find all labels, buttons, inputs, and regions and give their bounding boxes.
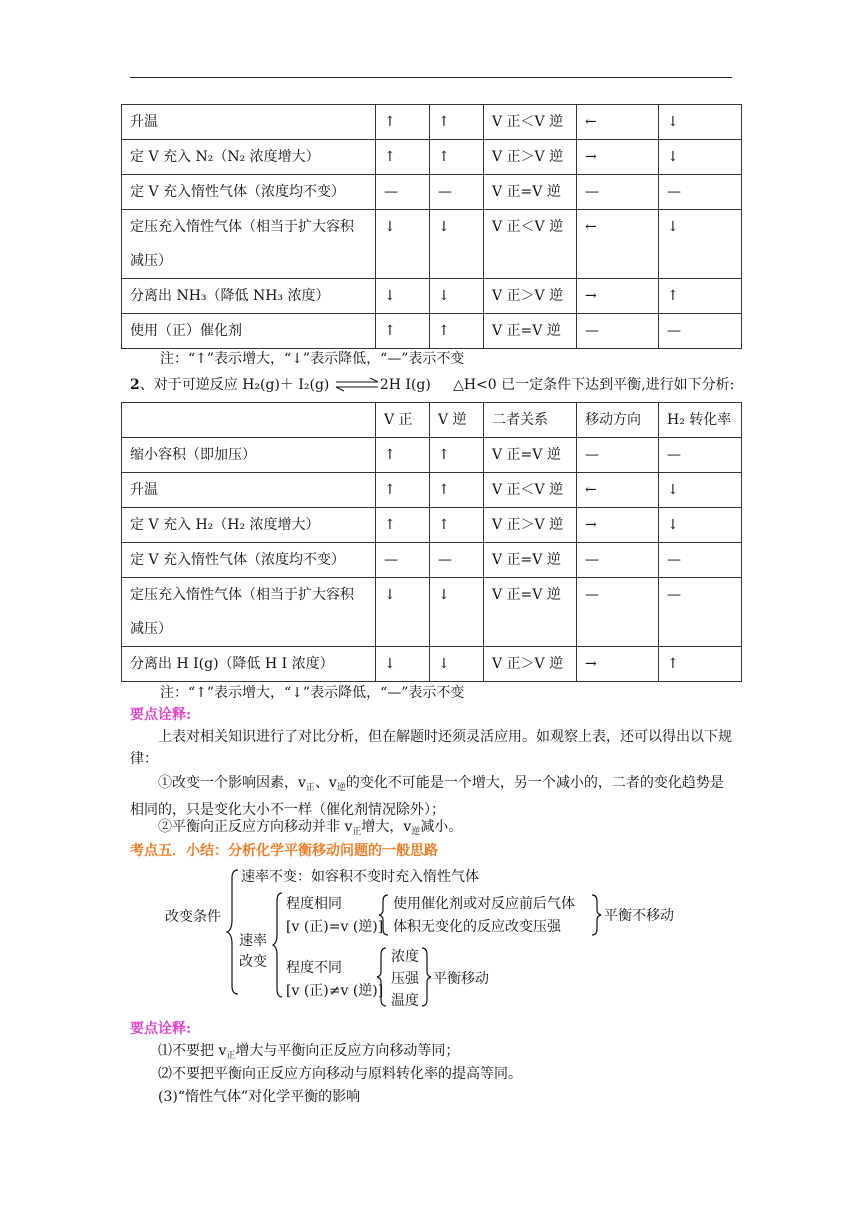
- diff-equation: [v (正)≠v (逆)]: [286, 983, 384, 999]
- cell-shift-direction: —: [577, 175, 659, 210]
- table1-note: 注：“↑”表示增大，“↓”表示降低，“—”表示不变: [160, 351, 465, 367]
- cell-conversion: ↓: [659, 210, 742, 279]
- header-cell-shift-direction: 移动方向: [577, 403, 659, 438]
- cell-shift-direction: —: [577, 543, 659, 578]
- cell-conversion: ↑: [659, 279, 742, 314]
- same-equation: [v (正)=v (逆)]: [286, 919, 384, 935]
- cell-v-forward: ↑: [376, 140, 430, 175]
- cell-condition: 定 V 充入 N₂（N₂ 浓度增大）: [122, 140, 376, 175]
- cell-v-forward: ↑: [376, 508, 430, 543]
- header-rule: [130, 77, 732, 78]
- cell-condition: 分离出 H I(g)（降低 H I 浓度）: [122, 647, 376, 682]
- cell-v-reverse: ↑: [430, 140, 484, 175]
- table-hi-analysis: [121, 402, 742, 682]
- table-header-row: [122, 403, 742, 438]
- cell-conversion: ↓: [659, 140, 742, 175]
- cell-relation: V 正＞V 逆: [484, 140, 577, 175]
- cell-v-reverse: ↑: [430, 438, 484, 473]
- keypoint-item-2: ②平衡向正反应方向移动并非 $v_正$增大，$v_逆$减小。: [158, 819, 463, 837]
- diff-result: 平衡移动: [433, 971, 489, 987]
- cell-v-reverse: ↑: [430, 473, 484, 508]
- cell-conversion: ↓: [659, 508, 742, 543]
- keypoints-heading-1: 要点诠释:: [130, 707, 192, 723]
- diff-result-brace-icon: [420, 946, 432, 1008]
- table-row: [122, 647, 742, 682]
- header-cell-relation: 二者关系: [484, 403, 577, 438]
- cell-shift-direction: ←: [577, 473, 659, 508]
- table-nh3-analysis: [121, 104, 742, 349]
- cell-relation: V 正＞V 逆: [484, 508, 577, 543]
- cell-conversion: —: [659, 175, 742, 210]
- table-row: [122, 140, 742, 175]
- table-row: [122, 314, 742, 349]
- cell-v-reverse: —: [430, 175, 484, 210]
- cell-v-forward: —: [376, 175, 430, 210]
- rate-brace-icon: [272, 891, 284, 999]
- same-case-1: 使用催化剂或对反应前后气体: [393, 896, 575, 912]
- cell-relation: V 正＜V 逆: [484, 105, 577, 140]
- cell-relation: V 正=V 逆: [484, 578, 577, 647]
- cell-v-forward: —: [376, 543, 430, 578]
- keypoints-heading-2: 要点诠释:: [130, 1021, 192, 1037]
- cell-v-reverse: ↑: [430, 105, 484, 140]
- cell-condition: 分离出 NH₃（降低 NH₃ 浓度）: [122, 279, 376, 314]
- cell-shift-direction: —: [577, 578, 659, 647]
- section-5-heading: 考点五．小结：分析化学平衡移动问题的一般思路: [130, 843, 438, 859]
- cell-relation: V 正=V 逆: [484, 543, 577, 578]
- cell-conversion: —: [659, 543, 742, 578]
- table-row: [122, 578, 742, 647]
- header-cell-conversion: H₂ 转化率: [659, 403, 742, 438]
- cell-shift-direction: ←: [577, 105, 659, 140]
- same-result-brace-icon: [590, 893, 602, 937]
- cell-shift-direction: →: [577, 647, 659, 682]
- cell-condition: 升温: [122, 473, 376, 508]
- question-tail: △H<0 已一定条件下达到平衡,进行如下分析:: [453, 377, 735, 393]
- cell-relation: V 正＜V 逆: [484, 210, 577, 279]
- cell-relation: V 正=V 逆: [484, 175, 577, 210]
- cell-v-reverse: ↑: [430, 508, 484, 543]
- cell-v-forward: ↑: [376, 438, 430, 473]
- keypoint-item-1: ①改变一个影响因素，$v_正$、$v_逆$的变化不可能是一个增大，另一个减小的，二者的变化趋势是相同的，只是变化大小不一样（催化剂情况除外）；: [130, 775, 724, 818]
- cell-v-forward: ↓: [376, 279, 430, 314]
- cell-relation: V 正＜V 逆: [484, 473, 577, 508]
- rate-changed-1: 速率: [239, 933, 267, 949]
- same-brace-icon: [378, 893, 390, 937]
- cell-condition: 定 V 充入惰性气体（浓度均不变）: [122, 175, 376, 210]
- cell-shift-direction: —: [577, 438, 659, 473]
- cell-v-forward: ↓: [376, 578, 430, 647]
- diff-brace-icon: [376, 946, 388, 1008]
- cell-v-reverse: ↓: [430, 647, 484, 682]
- question-2: [130, 374, 770, 396]
- cell-v-reverse: ↑: [430, 314, 484, 349]
- question-product: 2H I(g): [379, 377, 431, 393]
- cell-v-forward: ↓: [376, 647, 430, 682]
- cell-v-forward: ↓: [376, 210, 430, 279]
- cell-v-forward: ↑: [376, 105, 430, 140]
- diff-degree: 程度不同: [286, 960, 342, 976]
- cell-conversion: ↓: [659, 473, 742, 508]
- cell-shift-direction: →: [577, 140, 659, 175]
- header-cell-v-forward: V 正: [376, 403, 430, 438]
- keypoint2-item-1: ⑴不要把 $v_正$增大与平衡向正反应方向移动等同；: [158, 1043, 460, 1061]
- table-row: [122, 210, 742, 279]
- diagram-root: 改变条件: [165, 909, 221, 925]
- same-result: 平衡不移动: [604, 908, 674, 924]
- cell-relation: V 正＞V 逆: [484, 647, 577, 682]
- cell-relation: V 正＞V 逆: [484, 279, 577, 314]
- diff-case-1: 浓度: [391, 949, 419, 965]
- cell-v-reverse: ↓: [430, 210, 484, 279]
- diff-case-3: 温度: [391, 993, 419, 1009]
- cell-shift-direction: →: [577, 508, 659, 543]
- table-row: [122, 473, 742, 508]
- cell-v-reverse: ↓: [430, 578, 484, 647]
- keypoint2-item-3: (3)“惰性气体”对化学平衡的影响: [158, 1089, 361, 1105]
- cell-conversion: —: [659, 314, 742, 349]
- cell-v-forward: ↑: [376, 314, 430, 349]
- cell-shift-direction: —: [577, 314, 659, 349]
- cell-conversion: —: [659, 578, 742, 647]
- cell-condition: 定压充入惰性气体（相当于扩大容积减压）: [122, 578, 376, 647]
- keypoints-intro: 上表对相关知识进行了对比分析，但在解题时还须灵活应用。如观察上表，还可以得出以下规律：: [130, 729, 732, 767]
- cell-relation: V 正=V 逆: [484, 438, 577, 473]
- keypoint2-item-2: ⑵不要把平衡向正反应方向移动与原料转化率的提高等同。: [158, 1066, 522, 1082]
- diff-case-2: 压强: [391, 971, 419, 987]
- header-cell-v-reverse: V 逆: [430, 403, 484, 438]
- cell-condition: 定压充入惰性气体（相当于扩大容积减压）: [122, 210, 376, 279]
- cell-condition: 定 V 充入 H₂（H₂ 浓度增大）: [122, 508, 376, 543]
- cell-condition: 升温: [122, 105, 376, 140]
- cell-conversion: ↑: [659, 647, 742, 682]
- cell-relation: V 正=V 逆: [484, 314, 577, 349]
- same-degree: 程度相同: [286, 896, 342, 912]
- cell-v-reverse: —: [430, 543, 484, 578]
- cell-shift-direction: →: [577, 279, 659, 314]
- table-row: [122, 175, 742, 210]
- table2-note: 注：“↑”表示增大，“↓”表示降低，“—”表示不变: [160, 685, 465, 701]
- question-number: 2: [130, 377, 140, 393]
- table-row: [122, 543, 742, 578]
- cell-v-reverse: ↓: [430, 279, 484, 314]
- cell-condition: 缩小容积（即加压）: [122, 438, 376, 473]
- cell-conversion: —: [659, 438, 742, 473]
- table-row: [122, 438, 742, 473]
- same-case-2: 体积无变化的反应改变压强: [393, 919, 561, 935]
- rate-unchanged: 速率不变：如容积不变时充入惰性气体: [241, 869, 479, 885]
- table-row: [122, 508, 742, 543]
- cell-shift-direction: ←: [577, 210, 659, 279]
- equilibrium-arrow-icon: [334, 378, 380, 392]
- rate-changed-2: 改变: [239, 954, 267, 970]
- header-cell-condition: [122, 403, 376, 438]
- cell-condition: 定 V 充入惰性气体（浓度均不变）: [122, 543, 376, 578]
- question-text: 、对于可逆反应 H₂(g)＋ I₂(g): [139, 377, 330, 393]
- table-row: [122, 279, 742, 314]
- root-brace-icon: [226, 868, 240, 996]
- cell-conversion: ↓: [659, 105, 742, 140]
- table-row: [122, 105, 742, 140]
- cell-condition: 使用（正）催化剂: [122, 314, 376, 349]
- cell-v-forward: ↑: [376, 473, 430, 508]
